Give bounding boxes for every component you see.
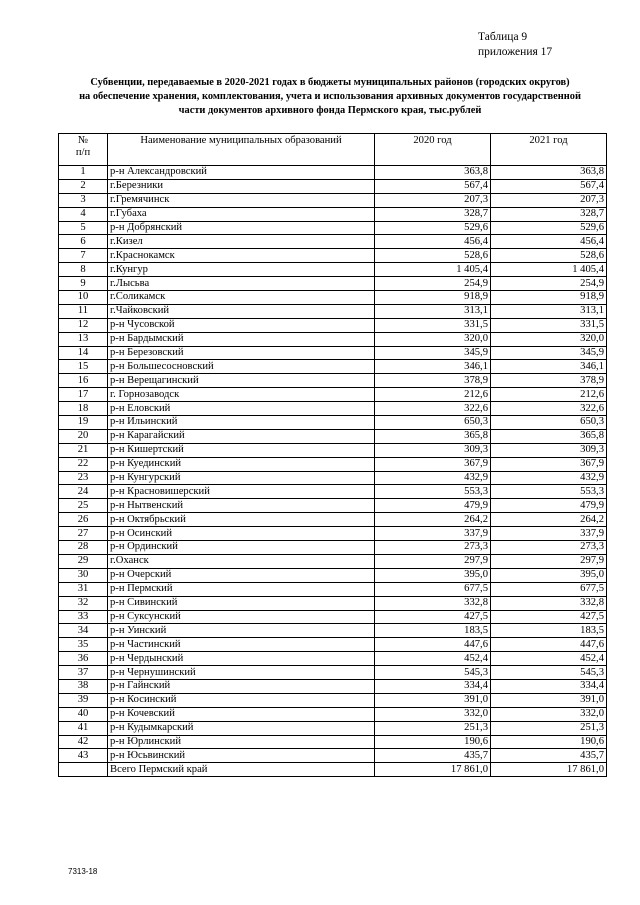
municipality-name-cell: р-н Гайнский [108, 679, 375, 693]
table-row [59, 388, 607, 402]
table-row [59, 360, 607, 374]
row-number-cell: 16 [59, 374, 108, 388]
table-row [59, 471, 607, 485]
municipality-name-cell: р-н Ординский [108, 541, 375, 555]
row-number-cell: 2 [59, 179, 108, 193]
value-2020-cell: 183,5 [375, 624, 491, 638]
value-2020-cell: 435,7 [375, 749, 491, 763]
value-2021-cell: 332,8 [491, 596, 607, 610]
table-row [59, 610, 607, 624]
value-2021-cell: 207,3 [491, 193, 607, 207]
table-row [59, 554, 607, 568]
table-row [59, 679, 607, 693]
row-number-cell: 28 [59, 541, 108, 555]
municipality-name-cell: р-н Кишертский [108, 443, 375, 457]
column-header-number [59, 134, 108, 166]
value-2020-cell: 334,4 [375, 679, 491, 693]
value-2021-cell: 337,9 [491, 527, 607, 541]
municipality-name-cell: р-н Александровский [108, 166, 375, 180]
value-2020-cell: 190,6 [375, 735, 491, 749]
row-number-cell: 9 [59, 277, 108, 291]
value-2020-cell: 447,6 [375, 638, 491, 652]
row-number-cell: 14 [59, 346, 108, 360]
table-row [59, 429, 607, 443]
table-row [59, 318, 607, 332]
row-number-cell: 5 [59, 221, 108, 235]
row-number-cell: 10 [59, 291, 108, 305]
value-2020-cell: 365,8 [375, 429, 491, 443]
value-2020-cell: 391,0 [375, 693, 491, 707]
value-2021-cell: 435,7 [491, 749, 607, 763]
municipality-name-cell: р-н Юрлинский [108, 735, 375, 749]
value-2021-cell: 378,9 [491, 374, 607, 388]
row-number-cell: 25 [59, 499, 108, 513]
table-row [59, 513, 607, 527]
value-2021-cell: 254,9 [491, 277, 607, 291]
row-number-cell: 33 [59, 610, 108, 624]
municipality-name-cell: р-н Пермский [108, 582, 375, 596]
table-row [59, 402, 607, 416]
value-2021-cell: 334,4 [491, 679, 607, 693]
value-2020-cell: 346,1 [375, 360, 491, 374]
value-2021-cell: 320,0 [491, 332, 607, 346]
value-2020-cell: 264,2 [375, 513, 491, 527]
municipality-name-cell: р-н Ильинский [108, 416, 375, 430]
municipality-name-cell: г. Горнозаводск [108, 388, 375, 402]
row-number-cell: 20 [59, 429, 108, 443]
value-2020-cell: 452,4 [375, 652, 491, 666]
table-row [59, 263, 607, 277]
value-2021-cell: 331,5 [491, 318, 607, 332]
value-2020-cell: 529,6 [375, 221, 491, 235]
municipality-name-cell: г.Гремячинск [108, 193, 375, 207]
row-number-cell: 26 [59, 513, 108, 527]
value-2021-cell: 297,9 [491, 554, 607, 568]
row-number-cell: 21 [59, 443, 108, 457]
row-number-cell: 8 [59, 263, 108, 277]
value-2020-cell: 918,9 [375, 291, 491, 305]
municipality-name-cell: г.Лысьва [108, 277, 375, 291]
row-number-cell: 42 [59, 735, 108, 749]
value-2020-cell: 395,0 [375, 568, 491, 582]
value-2021-cell: 328,7 [491, 207, 607, 221]
municipality-name-cell: р-н Чернушинский [108, 666, 375, 680]
row-number-cell: 19 [59, 416, 108, 430]
table-body [59, 166, 607, 777]
municipality-name-cell: р-н Красновишерский [108, 485, 375, 499]
value-2021-cell: 313,1 [491, 304, 607, 318]
row-number-cell: 15 [59, 360, 108, 374]
table-row [59, 721, 607, 735]
document-code: 7313-18 [68, 867, 98, 876]
value-2021-cell: 432,9 [491, 471, 607, 485]
row-number-cell: 37 [59, 666, 108, 680]
value-2020-cell: 251,3 [375, 721, 491, 735]
table-row [59, 638, 607, 652]
table-row [59, 541, 607, 555]
table-row [59, 596, 607, 610]
value-2021-cell: 183,5 [491, 624, 607, 638]
municipality-name-cell: р-н Верещагинский [108, 374, 375, 388]
value-2021-cell: 447,6 [491, 638, 607, 652]
value-2020-cell: 553,3 [375, 485, 491, 499]
table-row [59, 582, 607, 596]
municipality-name-cell: р-н Кочевский [108, 707, 375, 721]
row-number-cell: 29 [59, 554, 108, 568]
table-reference [478, 30, 552, 60]
value-2021-cell: 332,0 [491, 707, 607, 721]
municipality-name-cell: р-н Осинский [108, 527, 375, 541]
municipality-name-cell: р-н Кунгурский [108, 471, 375, 485]
value-2021-cell: 529,6 [491, 221, 607, 235]
municipality-name-cell: р-н Очерский [108, 568, 375, 582]
value-2021-cell: 273,3 [491, 541, 607, 555]
municipality-name-cell: г.Оханск [108, 554, 375, 568]
document-title [40, 76, 620, 118]
value-2020-cell: 367,9 [375, 457, 491, 471]
value-2021-cell: 677,5 [491, 582, 607, 596]
table-row [59, 457, 607, 471]
municipality-name-cell: г.Соликамск [108, 291, 375, 305]
value-2021-cell: 452,4 [491, 652, 607, 666]
row-number-cell: 1 [59, 166, 108, 180]
municipality-name-cell: р-н Кудымкарский [108, 721, 375, 735]
municipality-name-cell: р-н Бардымский [108, 332, 375, 346]
column-header-number-line2: п/п [75, 147, 91, 158]
row-number-cell: 4 [59, 207, 108, 221]
table-row [59, 235, 607, 249]
municipality-name-cell: р-н Куединский [108, 457, 375, 471]
row-number-cell: 12 [59, 318, 108, 332]
table-row [59, 707, 607, 721]
value-2021-cell: 363,8 [491, 166, 607, 180]
row-number-cell: 24 [59, 485, 108, 499]
row-number-cell: 30 [59, 568, 108, 582]
table-row [59, 249, 607, 263]
row-number-cell: 23 [59, 471, 108, 485]
value-2021-cell: 545,3 [491, 666, 607, 680]
table-row [59, 666, 607, 680]
row-number-cell: 36 [59, 652, 108, 666]
municipality-name-cell: р-н Еловский [108, 402, 375, 416]
municipality-name-cell: г.Березники [108, 179, 375, 193]
value-2021-cell: 345,9 [491, 346, 607, 360]
table-row [59, 624, 607, 638]
municipality-name-cell: г.Кизел [108, 235, 375, 249]
value-2020-cell: 207,3 [375, 193, 491, 207]
column-header-number-line1: № [77, 135, 89, 146]
row-number-cell: 11 [59, 304, 108, 318]
value-2021-cell: 264,2 [491, 513, 607, 527]
table-row [59, 207, 607, 221]
subventions-table [58, 133, 607, 777]
value-2020-cell: 567,4 [375, 179, 491, 193]
value-2020-cell: 479,9 [375, 499, 491, 513]
municipality-name-cell: р-н Частинский [108, 638, 375, 652]
table-row [59, 291, 607, 305]
row-number-cell: 22 [59, 457, 108, 471]
table-row [59, 277, 607, 291]
value-2020-cell: 337,9 [375, 527, 491, 541]
municipality-name-cell: р-н Березовский [108, 346, 375, 360]
value-2020-cell: 322,6 [375, 402, 491, 416]
municipality-name-cell: р-н Сивинский [108, 596, 375, 610]
value-2021-cell: 395,0 [491, 568, 607, 582]
value-2021-cell: 212,6 [491, 388, 607, 402]
table-row [59, 332, 607, 346]
row-number-cell: 27 [59, 527, 108, 541]
table-header-row [59, 134, 607, 166]
value-2020-cell: 254,9 [375, 277, 491, 291]
total-label-cell: Всего Пермский край [108, 763, 375, 777]
value-2020-cell: 677,5 [375, 582, 491, 596]
municipality-name-cell: р-н Большесосновский [108, 360, 375, 374]
table-row [59, 749, 607, 763]
value-2021-cell: 309,3 [491, 443, 607, 457]
municipality-name-cell: р-н Чердынский [108, 652, 375, 666]
table-row [59, 693, 607, 707]
table-row [59, 443, 607, 457]
total-number-cell [59, 763, 108, 777]
column-header-2021: 2021 год [491, 134, 607, 166]
value-2021-cell: 650,3 [491, 416, 607, 430]
value-2021-cell: 251,3 [491, 721, 607, 735]
municipality-name-cell: г.Краснокамск [108, 249, 375, 263]
value-2020-cell: 528,6 [375, 249, 491, 263]
table-row [59, 527, 607, 541]
value-2021-cell: 367,9 [491, 457, 607, 471]
municipality-name-cell: г.Кунгур [108, 263, 375, 277]
row-number-cell: 7 [59, 249, 108, 263]
value-2020-cell: 345,9 [375, 346, 491, 360]
table-row [59, 179, 607, 193]
municipality-name-cell: р-н Нытвенский [108, 499, 375, 513]
value-2020-cell: 320,0 [375, 332, 491, 346]
value-2020-cell: 378,9 [375, 374, 491, 388]
table-row [59, 499, 607, 513]
table-row [59, 568, 607, 582]
value-2021-cell: 479,9 [491, 499, 607, 513]
row-number-cell: 41 [59, 721, 108, 735]
value-2021-cell: 456,4 [491, 235, 607, 249]
value-2021-cell: 190,6 [491, 735, 607, 749]
table-row [59, 485, 607, 499]
value-2020-cell: 297,9 [375, 554, 491, 568]
column-header-2020: 2020 год [375, 134, 491, 166]
municipality-name-cell: р-н Добрянский [108, 221, 375, 235]
value-2020-cell: 427,5 [375, 610, 491, 624]
table-row [59, 735, 607, 749]
value-2020-cell: 212,6 [375, 388, 491, 402]
table-row [59, 193, 607, 207]
value-2020-cell: 309,3 [375, 443, 491, 457]
row-number-cell: 38 [59, 679, 108, 693]
table-row [59, 346, 607, 360]
municipality-name-cell: р-н Суксунский [108, 610, 375, 624]
row-number-cell: 39 [59, 693, 108, 707]
value-2020-cell: 273,3 [375, 541, 491, 555]
value-2020-cell: 432,9 [375, 471, 491, 485]
municipality-name-cell: р-н Косинский [108, 693, 375, 707]
table-number: Таблица 9 [478, 31, 528, 43]
row-number-cell: 40 [59, 707, 108, 721]
value-2020-cell: 332,0 [375, 707, 491, 721]
total-2021-cell: 17 861,0 [491, 763, 607, 777]
value-2021-cell: 427,5 [491, 610, 607, 624]
title-line: части документов архивного фонда Пермского края, тыс.рублей [178, 105, 482, 116]
table-row [59, 416, 607, 430]
municipality-name-cell: р-н Уинский [108, 624, 375, 638]
value-2020-cell: 650,3 [375, 416, 491, 430]
value-2021-cell: 365,8 [491, 429, 607, 443]
value-2021-cell: 553,3 [491, 485, 607, 499]
value-2021-cell: 918,9 [491, 291, 607, 305]
value-2020-cell: 328,7 [375, 207, 491, 221]
value-2020-cell: 1 405,4 [375, 263, 491, 277]
value-2020-cell: 545,3 [375, 666, 491, 680]
value-2021-cell: 567,4 [491, 179, 607, 193]
total-2020-cell: 17 861,0 [375, 763, 491, 777]
row-number-cell: 13 [59, 332, 108, 346]
value-2020-cell: 456,4 [375, 235, 491, 249]
municipality-name-cell: р-н Чусовской [108, 318, 375, 332]
row-number-cell: 3 [59, 193, 108, 207]
table-row [59, 221, 607, 235]
title-line: Субвенции, передаваемые в 2020-2021 годах в бюджеты муниципальных районов (городских округов) [90, 77, 570, 88]
table-row [59, 304, 607, 318]
table-row [59, 166, 607, 180]
value-2020-cell: 332,8 [375, 596, 491, 610]
table-row [59, 374, 607, 388]
municipality-name-cell: р-н Карагайский [108, 429, 375, 443]
appendix-number: приложения 17 [478, 46, 553, 58]
municipality-name-cell: г.Губаха [108, 207, 375, 221]
value-2021-cell: 528,6 [491, 249, 607, 263]
value-2020-cell: 331,5 [375, 318, 491, 332]
value-2021-cell: 391,0 [491, 693, 607, 707]
row-number-cell: 34 [59, 624, 108, 638]
table-row [59, 652, 607, 666]
row-number-cell: 17 [59, 388, 108, 402]
row-number-cell: 35 [59, 638, 108, 652]
value-2020-cell: 313,1 [375, 304, 491, 318]
value-2021-cell: 322,6 [491, 402, 607, 416]
row-number-cell: 43 [59, 749, 108, 763]
row-number-cell: 18 [59, 402, 108, 416]
municipality-name-cell: г.Чайковский [108, 304, 375, 318]
municipality-name-cell: р-н Октябрьский [108, 513, 375, 527]
column-header-name: Наименование муниципальных образований [108, 134, 375, 166]
row-number-cell: 31 [59, 582, 108, 596]
value-2021-cell: 1 405,4 [491, 263, 607, 277]
row-number-cell: 32 [59, 596, 108, 610]
title-line: на обеспечение хранения, комплектования, учета и использования архивных документов государственной [79, 91, 581, 102]
value-2020-cell: 363,8 [375, 166, 491, 180]
municipality-name-cell: р-н Юсьвинский [108, 749, 375, 763]
row-number-cell: 6 [59, 235, 108, 249]
table-total-row [59, 763, 607, 777]
value-2021-cell: 346,1 [491, 360, 607, 374]
